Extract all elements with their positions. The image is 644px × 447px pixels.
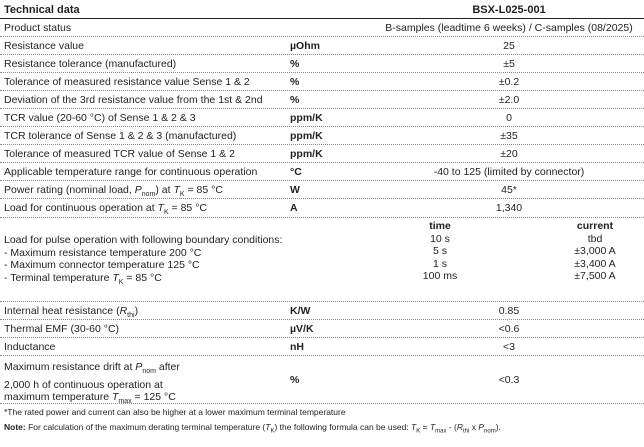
table-row: [0, 91, 644, 109]
row-label: Inductance: [4, 341, 56, 353]
pulse-intro: Load for pulse operation with following boundary conditions:: [4, 234, 283, 246]
row-unit: %: [290, 76, 300, 88]
table-row: [0, 356, 644, 404]
table-row: [0, 127, 644, 145]
table-row: [0, 302, 644, 320]
row-unit: %: [290, 58, 300, 70]
table-row: [0, 320, 644, 338]
row-value: 0.85: [498, 305, 520, 317]
row-label: Applicable temperature range for continuous operation: [4, 166, 258, 178]
row-value: ±2.0: [498, 94, 520, 106]
current-value: ±3,400 A: [574, 257, 616, 270]
row-unit: K/W: [290, 305, 311, 317]
row-unit: %: [290, 374, 300, 386]
time-value: 1 s: [432, 257, 447, 270]
row-value: <0.6: [498, 323, 520, 335]
time-value: 100 ms: [422, 270, 458, 282]
row-label: Tolerance of measured TCR value of Sense 1 & 2: [4, 148, 235, 160]
row-unit: W: [290, 184, 300, 196]
pulse-load-block: [0, 218, 644, 302]
row-label: Resistance tolerance (manufactured): [4, 58, 177, 70]
row-label: Thermal EMF (30-60 °C): [4, 323, 120, 335]
drift-label: Maximum resistance drift at $P_{nom}$ after 2,000 h of continuous operation at maximum temperature $T_{max} = 125$ °C: [4, 361, 180, 406]
row-unit: ppm/K: [290, 112, 323, 124]
row-value: 1,340: [495, 202, 523, 214]
table-row: [0, 145, 644, 163]
table-title: Technical data: [4, 4, 80, 16]
row-unit: A: [290, 202, 298, 214]
table-row: [0, 181, 644, 199]
current-value: ±3,000 A: [574, 245, 616, 257]
table-row: [0, 338, 644, 356]
row-value: 0: [506, 112, 512, 124]
row-value: -40 to 125 (limited by connector): [433, 166, 585, 178]
formula-note: Note: For calculation of the maximum derating terminal temperature $(T_K)$ the following formula can be used: $T_K = T_{max} - (R_{thi}$ x $P_{nom}$).: [4, 422, 501, 435]
table-row: [0, 37, 644, 55]
row-value: ±5: [503, 58, 515, 70]
table-row: [0, 19, 644, 37]
time-value: 5 s: [432, 245, 447, 257]
footnote: *The rated power and current can also be higher at a lower maximum terminal temperature: [4, 407, 346, 417]
row-label: Power rating (nominal load, $P_{nom}$) at $T_K = 85$ °C: [4, 184, 223, 199]
current-header: current: [576, 220, 614, 232]
row-unit: µOhm: [290, 40, 320, 52]
pulse-condition: - Terminal temperature $T_K = 85$ °C: [4, 271, 162, 286]
row-label: Load for continuous operation at $T_K = 85$ °C: [4, 202, 207, 217]
current-value: tbd: [587, 232, 603, 245]
row-value: ±20: [500, 148, 518, 160]
pulse-time-column: [410, 220, 470, 283]
row-value: <3: [503, 341, 515, 353]
row-unit: %: [290, 94, 300, 106]
table-row: [0, 109, 644, 127]
time-value: 10 s: [430, 232, 450, 245]
row-unit: ppm/K: [290, 130, 323, 142]
table-header: [0, 0, 644, 19]
row-label: TCR value (20-60 °C) of Sense 1 & 2 & 3: [4, 112, 196, 124]
row-label: Product status: [4, 22, 72, 34]
pulse-current-column: [555, 220, 635, 283]
product-code: BSX-L025-001: [472, 4, 546, 16]
row-value: ±35: [500, 130, 518, 142]
table-row: [0, 55, 644, 73]
row-label: TCR tolerance of Sense 1 & 2 & 3 (manufactured): [4, 130, 237, 142]
row-unit: nH: [290, 341, 304, 353]
row-label: Internal heat resistance $(R_{thi})$: [4, 305, 139, 320]
pulse-conditions: [4, 234, 282, 289]
row-value: ±0.2: [498, 76, 520, 88]
table-row: [0, 199, 644, 218]
row-label: Deviation of the 3rd resistance value from the 1st & 2nd: [4, 94, 263, 106]
pulse-condition: - Maximum resistance temperature 200 °C: [4, 246, 202, 259]
pulse-condition: - Maximum connector temperature 125 °C: [4, 259, 200, 271]
row-value: 45*: [501, 184, 517, 196]
table-row: [0, 163, 644, 181]
row-unit: µV/K: [290, 323, 314, 335]
row-label: Resistance value: [4, 40, 84, 52]
table-row: [0, 73, 644, 91]
current-value: ±7,500 A: [574, 270, 616, 282]
row-value: <0.3: [498, 374, 520, 386]
row-unit: ppm/K: [290, 148, 323, 160]
row-unit: °C: [290, 166, 302, 178]
row-label: Tolerance of measured resistance value Sense 1 & 2: [4, 76, 250, 88]
time-header: time: [429, 220, 451, 232]
row-value: B-samples (leadtime 6 weeks) / C-samples (08/2025): [385, 22, 633, 34]
row-value: 25: [503, 40, 515, 52]
